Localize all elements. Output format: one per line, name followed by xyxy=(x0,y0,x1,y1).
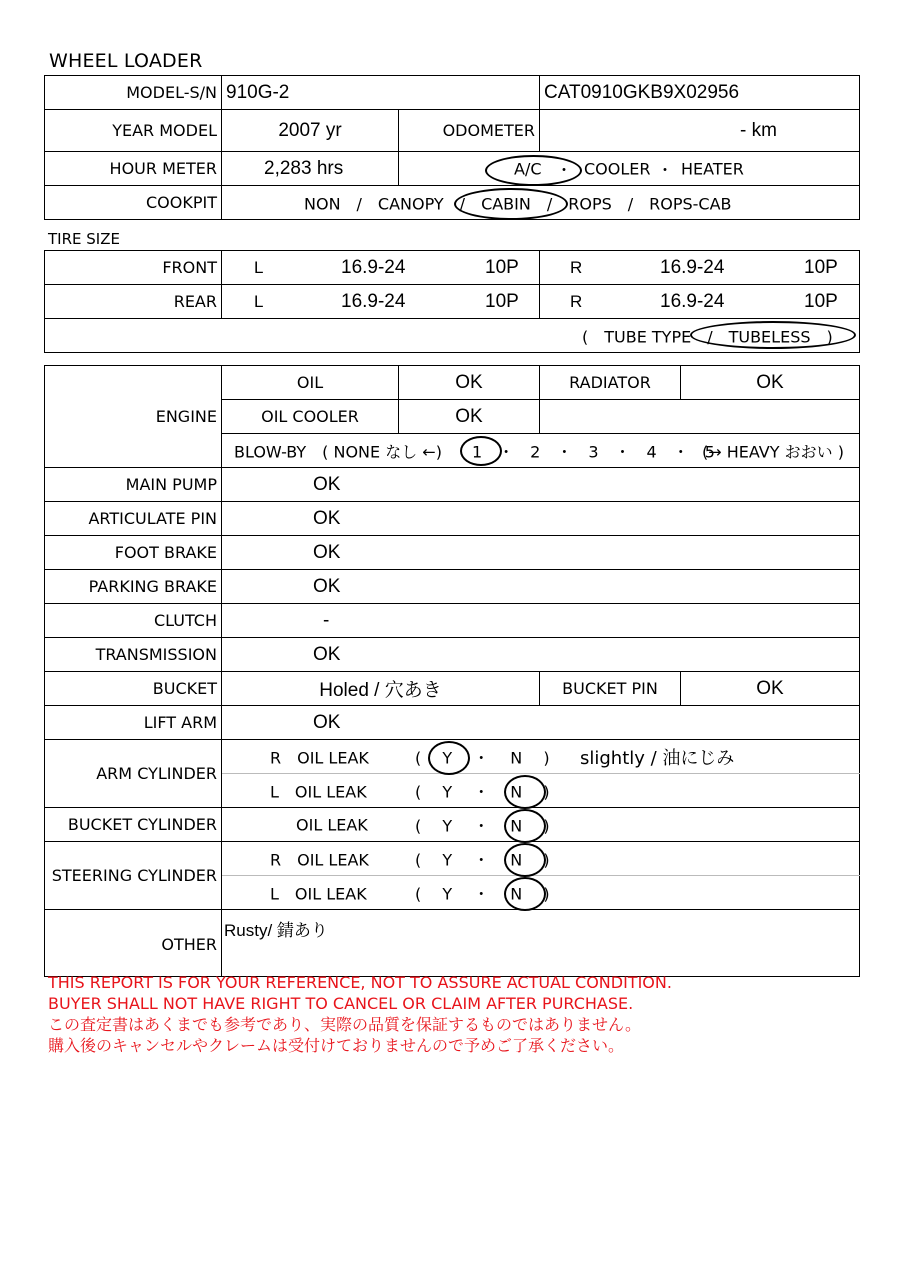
parking-brake-value: OK xyxy=(222,570,860,604)
empty-cell xyxy=(540,400,860,434)
bucket-pin-value: OK xyxy=(681,672,860,706)
oil-label: OIL xyxy=(222,366,399,400)
ac-options xyxy=(399,152,860,186)
oil-leak-label: L OIL LEAK xyxy=(270,782,367,801)
front-right-tire xyxy=(540,251,860,285)
blowby-scale: 1 ・ 2 ・ 3 ・ 4 ・ 5 xyxy=(472,442,715,461)
cookpit-options-text: NON / CANOPY / CABIN / ROPS / ROPS-CAB xyxy=(304,194,732,213)
yn-options: ( Y ・ N ) xyxy=(415,884,550,903)
parking-brake-label: PARKING BRAKE xyxy=(45,570,222,604)
engine-label: ENGINE xyxy=(45,366,222,468)
rear-right-size: 16.9-24 xyxy=(660,290,725,312)
blowby-prefix: BLOW-BY ( NONE なし ←) xyxy=(234,442,442,461)
rear-right-tire xyxy=(540,285,860,319)
steering-cylinder-l-row xyxy=(222,876,860,910)
ac-option: A/C xyxy=(514,159,542,178)
front-left-size: 16.9-24 xyxy=(341,256,406,278)
disclaimer-line: 購入後のキャンセルやクレームは受付けておりませんので予めご了承ください。 xyxy=(48,1036,625,1055)
separator: ・ xyxy=(556,160,573,179)
transmission-value: OK xyxy=(222,638,860,672)
rear-right-ply: 10P xyxy=(804,290,838,312)
yn-options: ( Y ・ N ) xyxy=(415,748,550,767)
bucket-label: BUCKET xyxy=(45,672,222,706)
selection-circle xyxy=(504,843,546,877)
yn-options: ( Y ・ N ) xyxy=(415,816,550,835)
selection-circle xyxy=(428,741,470,775)
oil-leak-label: L OIL LEAK xyxy=(270,884,367,903)
model-sn-label: MODEL-S/N xyxy=(45,76,222,110)
main-pump-value: OK xyxy=(222,468,860,502)
foot-brake-value: OK xyxy=(222,536,860,570)
separator: ・ xyxy=(657,160,674,179)
oil-cooler-value: OK xyxy=(399,400,540,434)
main-pump-label: MAIN PUMP xyxy=(45,468,222,502)
heater-option: HEATER xyxy=(681,159,744,178)
foot-brake-label: FOOT BRAKE xyxy=(45,536,222,570)
selection-circle xyxy=(504,809,546,843)
year-model-label: YEAR MODEL xyxy=(45,110,222,152)
year-model-value: 2007 yr xyxy=(222,110,399,152)
clutch-label: CLUTCH xyxy=(45,604,222,638)
tire-size-label: TIRE SIZE xyxy=(48,230,120,248)
side-l: L xyxy=(254,257,264,277)
disclaimer-line: この査定書はあくまでも参考であり、実際の品質を保証するものではありません。 xyxy=(48,1015,641,1034)
bucket-pin-label: BUCKET PIN xyxy=(540,672,681,706)
cookpit-label: COOKPIT xyxy=(45,186,222,220)
transmission-label: TRANSMISSION xyxy=(45,638,222,672)
tube-type-row xyxy=(45,319,860,353)
blowby-suffix: (→ HEAVY おおい ) xyxy=(702,442,844,461)
report-title: WHEEL LOADER xyxy=(49,50,203,72)
arm-cylinder-label: ARM CYLINDER xyxy=(45,740,222,808)
radiator-label: RADIATOR xyxy=(540,366,681,400)
radiator-value: OK xyxy=(681,366,860,400)
bucket-value: Holed / 穴あき xyxy=(222,672,540,706)
front-left-tire xyxy=(222,251,540,285)
vehicle-info-table xyxy=(44,75,860,220)
selection-circle xyxy=(454,188,568,220)
rear-left-ply: 10P xyxy=(485,290,519,312)
other-value: Rusty/ 錆あり xyxy=(222,910,860,977)
odometer-value: - km xyxy=(540,110,860,152)
front-label: FRONT xyxy=(45,251,222,285)
rear-left-tire xyxy=(222,285,540,319)
bucket-cylinder-row xyxy=(222,808,860,842)
front-left-ply: 10P xyxy=(485,256,519,278)
steering-cylinder-r-row xyxy=(222,842,860,876)
arm-cylinder-note: slightly / 油にじみ xyxy=(580,747,735,769)
model-value: 910G-2 xyxy=(222,76,540,110)
oil-value: OK xyxy=(399,366,540,400)
clutch-value: - xyxy=(222,604,860,638)
oil-leak-label: OIL LEAK xyxy=(296,815,368,834)
disclaimer xyxy=(48,972,672,1056)
inspection-table xyxy=(44,365,860,977)
yn-options: ( Y ・ N ) xyxy=(415,850,550,869)
rear-label: REAR xyxy=(45,285,222,319)
side-l: L xyxy=(254,291,264,311)
lift-arm-value: OK xyxy=(222,706,860,740)
oil-leak-label: R OIL LEAK xyxy=(270,850,369,869)
arm-cylinder-r-row xyxy=(222,740,860,774)
articulate-pin-label: ARTICULATE PIN xyxy=(45,502,222,536)
odometer-label: ODOMETER xyxy=(399,110,540,152)
disclaimer-line: THIS REPORT IS FOR YOUR REFERENCE, NOT TO ASSURE ACTUAL CONDITION. xyxy=(48,973,672,992)
oil-leak-label: R OIL LEAK xyxy=(270,748,369,767)
rear-left-size: 16.9-24 xyxy=(341,290,406,312)
articulate-pin-value: OK xyxy=(222,502,860,536)
hour-meter-value: 2,283 hrs xyxy=(222,152,399,186)
front-right-ply: 10P xyxy=(804,256,838,278)
selection-circle xyxy=(504,877,546,911)
tire-table xyxy=(44,250,860,353)
selection-circle xyxy=(460,436,502,466)
other-label: OTHER xyxy=(45,910,222,977)
cookpit-options xyxy=(222,186,860,220)
hour-meter-label: HOUR METER xyxy=(45,152,222,186)
side-r: R xyxy=(570,291,583,311)
disclaimer-line: BUYER SHALL NOT HAVE RIGHT TO CANCEL OR CLAIM AFTER PURCHASE. xyxy=(48,994,634,1013)
lift-arm-label: LIFT ARM xyxy=(45,706,222,740)
bucket-cylinder-label: BUCKET CYLINDER xyxy=(45,808,222,842)
selection-circle xyxy=(690,321,856,349)
steering-cylinder-label: STEERING CYLINDER xyxy=(45,842,222,910)
front-right-size: 16.9-24 xyxy=(660,256,725,278)
oil-cooler-label: OIL COOLER xyxy=(222,400,399,434)
serial-value: CAT0910GKB9X02956 xyxy=(540,76,860,110)
side-r: R xyxy=(570,257,583,277)
arm-cylinder-l-row xyxy=(222,774,860,808)
blowby-row xyxy=(222,434,860,468)
tube-type-options: ( TUBE TYPE / TUBELESS ) xyxy=(582,327,833,346)
yn-options: ( Y ・ N ) xyxy=(415,782,550,801)
selection-circle xyxy=(504,775,546,809)
cooler-option: COOLER xyxy=(584,159,651,178)
